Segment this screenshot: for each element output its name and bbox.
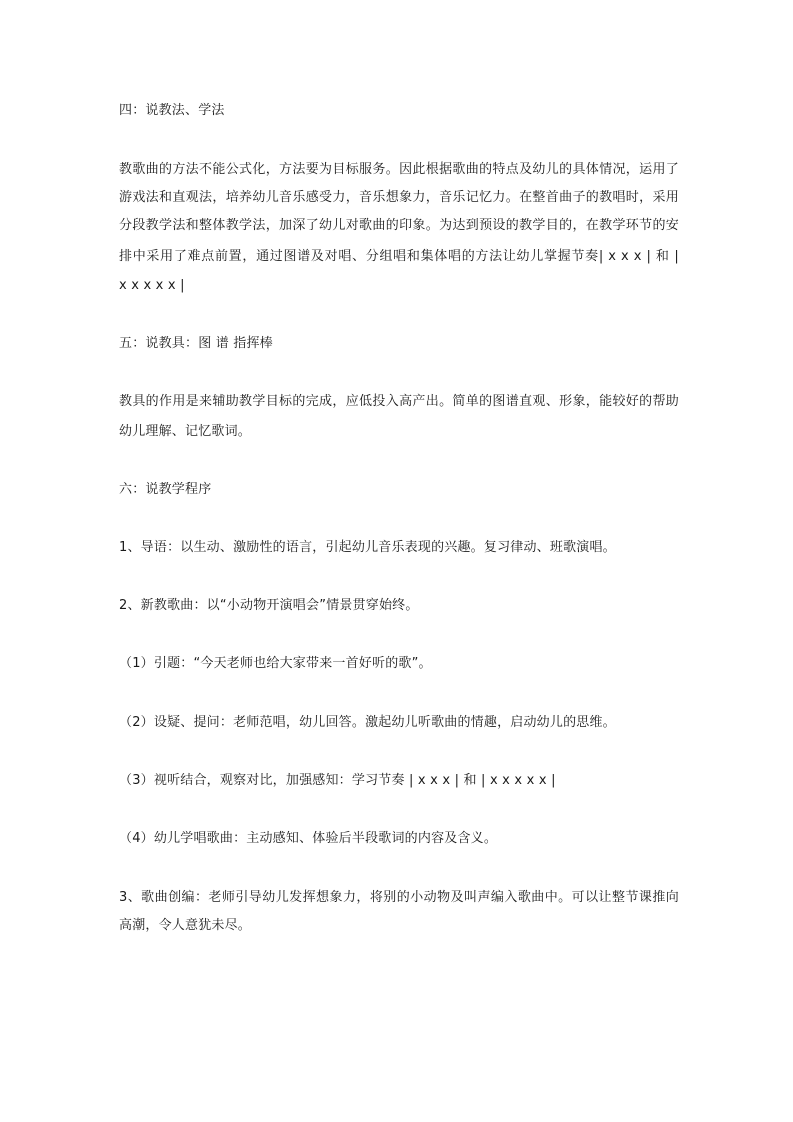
- list-item: （3）视听结合，观察对比，加强感知：学习节奏 | x x x | 和 | x x x x x |: [119, 773, 556, 788]
- list-item: （2）设疑、提问：老师范唱，幼儿回答。激起幼儿听歌曲的情趣，启动幼儿的思维。: [119, 715, 616, 730]
- list-item: 1、导语：以生动、激励性的语言，引起幼儿音乐表现的兴趣。复习律动、班歌演唱。: [119, 540, 616, 555]
- list-item: 2、新教歌曲：以“小动物开演唱会”情景贯穿始终。: [119, 598, 419, 613]
- paragraph-line: 排中采用了难点前置，通过图谱及对唱、分组唱和集体唱的方法让幼儿掌握节奏| x x x | 和 |: [119, 249, 679, 264]
- list-item: （1）引题：“今天老师也给大家带来一首好听的歌”。: [119, 656, 432, 671]
- section-heading-methods: 四：说教法、学法: [119, 103, 225, 118]
- list-item: 高潮，令人意犹未尽。: [119, 918, 252, 933]
- section-heading-procedure: 六：说教学程序: [119, 482, 212, 497]
- paragraph-line: x x x x x |: [119, 278, 185, 293]
- list-item: （4）幼儿学唱歌曲：主动感知、体验后半段歌词的内容及含义。: [119, 831, 498, 846]
- paragraph-line: 游戏法和直观法，培养幼儿音乐感受力，音乐想象力，音乐记忆力。在整首曲子的教唱时，采用: [119, 190, 679, 205]
- paragraph-line: 幼儿理解、记忆歌词。: [119, 424, 252, 439]
- paragraph-line: 教歌曲的方法不能公式化，方法要为目标服务。因此根据歌曲的特点及幼儿的具体情况，运用了: [119, 162, 679, 177]
- paragraph-line: 分段教学法和整体教学法，加深了幼儿对歌曲的印象。为达到预设的教学目的，在教学环节的安: [119, 218, 679, 233]
- section-heading-teaching-aids: 五：说教具：图 谱 指挥棒: [119, 336, 273, 351]
- list-item: 3、歌曲创编：老师引导幼儿发挥想象力，将别的小动物及叫声编入歌曲中。可以让整节课推向: [119, 890, 679, 905]
- paragraph-line: 教具的作用是来辅助教学目标的完成，应低投入高产出。简单的图谱直观、形象，能较好的帮助: [119, 394, 679, 409]
